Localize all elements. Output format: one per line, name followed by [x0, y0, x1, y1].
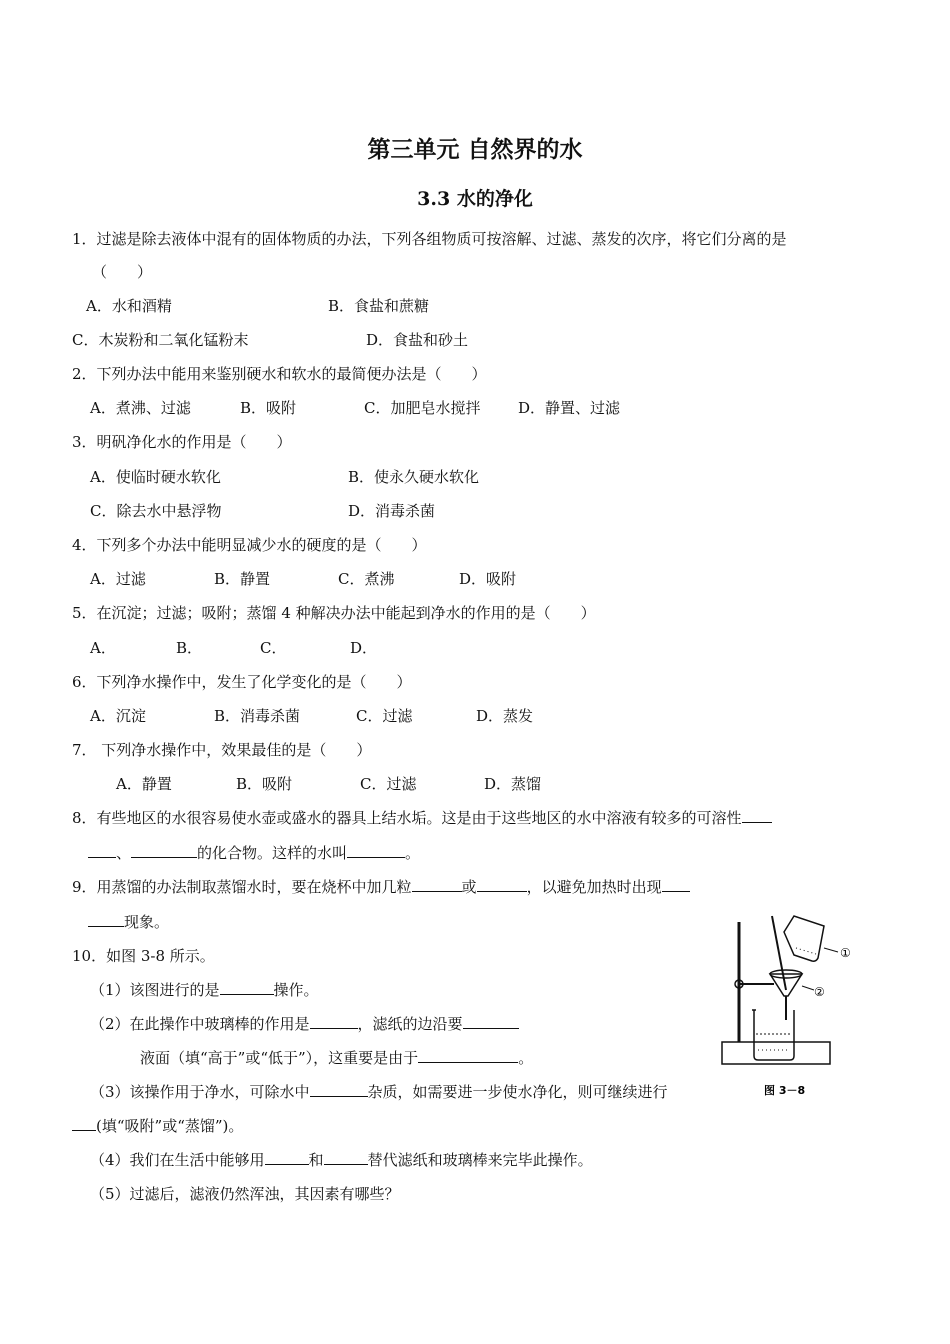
q10-sub4-text-c: 替代滤纸和玻璃棒来完毕此操作。	[367, 1151, 593, 1169]
q5-option-b: B．	[176, 639, 203, 657]
q9-line2	[88, 912, 169, 932]
receiving-beaker	[754, 1010, 794, 1060]
filtration-apparatus-drawing	[712, 910, 862, 1100]
q3-option-c: C．除去水中悬浮物	[90, 502, 222, 520]
q9-blank-3b[interactable]	[88, 912, 124, 927]
q10-sub2-text-d: 。	[518, 1049, 534, 1067]
q3-stem: 3．明矾净化水的作用是（ ）	[72, 433, 292, 451]
label-2: ②	[814, 985, 825, 999]
q10-sub4-blank-1[interactable]	[265, 1150, 309, 1165]
q8-line1	[72, 808, 772, 828]
q8-blank-2[interactable]	[131, 843, 197, 858]
q4-option-b: B．静置	[214, 570, 271, 588]
q10-sub3-text-c: (填“吸附”或“蒸馏”)。	[96, 1117, 244, 1135]
page-title: 第三单元 自然界的水	[367, 136, 583, 163]
q1-paren: （ ）	[92, 263, 153, 281]
q9-text-4: 现象。	[124, 913, 170, 931]
q8-line2	[88, 843, 420, 863]
q7-stem: 7． 下列净水操作中，效果最佳的是（ ）	[72, 741, 372, 759]
q10-sub2-blank-3[interactable]	[418, 1048, 518, 1063]
q10-sub2-text-c: 液面（填“高于”或“低于”），这重要是由于	[140, 1049, 419, 1067]
q4-stem: 4．下列多个办法中能明显减少水的硬度的是（ ）	[72, 536, 427, 554]
q10-sub2	[90, 1014, 519, 1034]
q5-option-c: C．	[260, 639, 287, 657]
q1-option-d: D．食盐和砂土	[366, 331, 469, 349]
q10-sub1-text-a: （1）该图进行的是	[90, 981, 220, 999]
q6-option-a: A．沉淀	[90, 707, 146, 725]
q2-stem: 2．下列办法中能用来鉴别硬水和软水的最简便办法是（ ）	[72, 365, 487, 383]
q2-option-a: A．煮沸、过滤	[90, 399, 191, 417]
q4-option-c: C．煮沸	[338, 570, 395, 588]
q7-option-a: A．静置	[116, 775, 172, 793]
q10-sub4	[90, 1150, 593, 1170]
pouring-beaker	[784, 916, 824, 961]
q10-sub3-text-b: 杂质，如需要进一步使水净化，则可继续进行	[367, 1083, 668, 1101]
q3-option-d: D．消毒杀菌	[348, 502, 436, 520]
q10-stem: 10．如图 3-8 所示。	[72, 947, 215, 965]
q4-option-a: A．过滤	[90, 570, 146, 588]
q10-sub3-blank-1[interactable]	[310, 1082, 368, 1097]
q7-option-d: D．蒸馏	[484, 775, 542, 793]
q10-sub2-text-b: ，滤纸的边沿要	[357, 1015, 463, 1033]
q2-option-c: C．加肥皂水搅拌	[364, 399, 481, 417]
q2-option-b: B．吸附	[240, 399, 297, 417]
q3-option-b: B．使永久硬水软化	[348, 468, 480, 486]
q10-sub1-text-b: 操作。	[273, 981, 319, 999]
q6-option-b: B．消毒杀菌	[214, 707, 301, 725]
q10-sub5: （5）过滤后，滤液仍然浑浊，其因素有哪些？	[90, 1185, 400, 1203]
q10-sub3-text-a: （3）该操作用于净水，可除水中	[90, 1083, 310, 1101]
q10-sub1-blank[interactable]	[220, 980, 274, 995]
q10-sub4-text-b: 和	[308, 1151, 324, 1169]
q7-option-c: C．过滤	[360, 775, 417, 793]
q5-option-d: D．	[350, 639, 378, 657]
q8-blank-3[interactable]	[347, 843, 405, 858]
q9-text-3: ，以避免加热时出现	[526, 878, 662, 896]
q8-text-3: 的化合物。这样的水叫	[197, 844, 348, 862]
q10-sub4-blank-2[interactable]	[324, 1150, 368, 1165]
q8-blank-1b[interactable]	[88, 843, 116, 858]
section-title: 3.3 水的净化	[417, 188, 533, 210]
q1-option-b: B．食盐和蔗糖	[328, 297, 430, 315]
q5-stem: 5．在沉淀；过滤；吸附；蒸馏 4 种解决办法中能起到净水的作用的是（ ）	[72, 604, 596, 622]
q7-option-b: B．吸附	[236, 775, 293, 793]
q9-blank-1[interactable]	[412, 877, 462, 892]
q9-blank-2[interactable]	[477, 877, 527, 892]
filtration-figure	[712, 910, 862, 1100]
q8-text-4: 。	[405, 844, 421, 862]
q10-sub2-blank-2[interactable]	[463, 1014, 519, 1029]
q10-sub2-text-a: （2）在此操作中玻璃棒的作用是	[90, 1015, 310, 1033]
q6-option-c: C．过滤	[356, 707, 413, 725]
q10-sub1	[90, 980, 319, 1000]
q10-sub2-blank-1[interactable]	[310, 1014, 358, 1029]
q9-text-1: 9．用蒸馏的办法制取蒸馏水时，要在烧杯中加几粒	[72, 878, 412, 896]
q9-line1	[72, 877, 690, 897]
q5-option-a: A．	[90, 639, 116, 657]
q1-option-c: C．木炭粉和二氧化锰粉末	[72, 331, 249, 349]
q2-option-d: D．静置、过滤	[518, 399, 621, 417]
q9-text-2: 或	[461, 878, 477, 896]
q8-blank-1a[interactable]	[742, 808, 772, 823]
q1-option-a: A．水和酒精	[86, 297, 172, 315]
q6-option-d: D．蒸发	[476, 707, 534, 725]
q10-sub3-blank-2[interactable]	[72, 1116, 96, 1131]
label-1: ①	[840, 946, 851, 960]
glass-rod	[772, 916, 786, 990]
q8-text-1: 8．有些地区的水很容易使水壶或盛水的器具上结水垢。这是由于这些地区的水中溶液有较多的可溶性	[72, 809, 742, 827]
q10-sub4-text-a: （4）我们在生活中能够用	[90, 1151, 265, 1169]
q1-stem: 1．过滤是除去液体中混有的固体物质的办法，下列各组物质可按溶解、过滤、蒸发的次序，将它们分离的是	[72, 230, 787, 248]
figure-caption: 图 3－8	[764, 1084, 806, 1097]
q10-sub3-line2	[72, 1116, 243, 1136]
q6-stem: 6．下列净水操作中，发生了化学变化的是（ ）	[72, 673, 412, 691]
q9-blank-3a[interactable]	[662, 877, 690, 892]
q8-text-2: 、	[116, 844, 132, 862]
q10-sub3	[90, 1082, 718, 1102]
q10-sub2-line2	[140, 1048, 533, 1068]
q4-option-d: D．吸附	[459, 570, 517, 588]
q3-option-a: A．使临时硬水软化	[90, 468, 221, 486]
